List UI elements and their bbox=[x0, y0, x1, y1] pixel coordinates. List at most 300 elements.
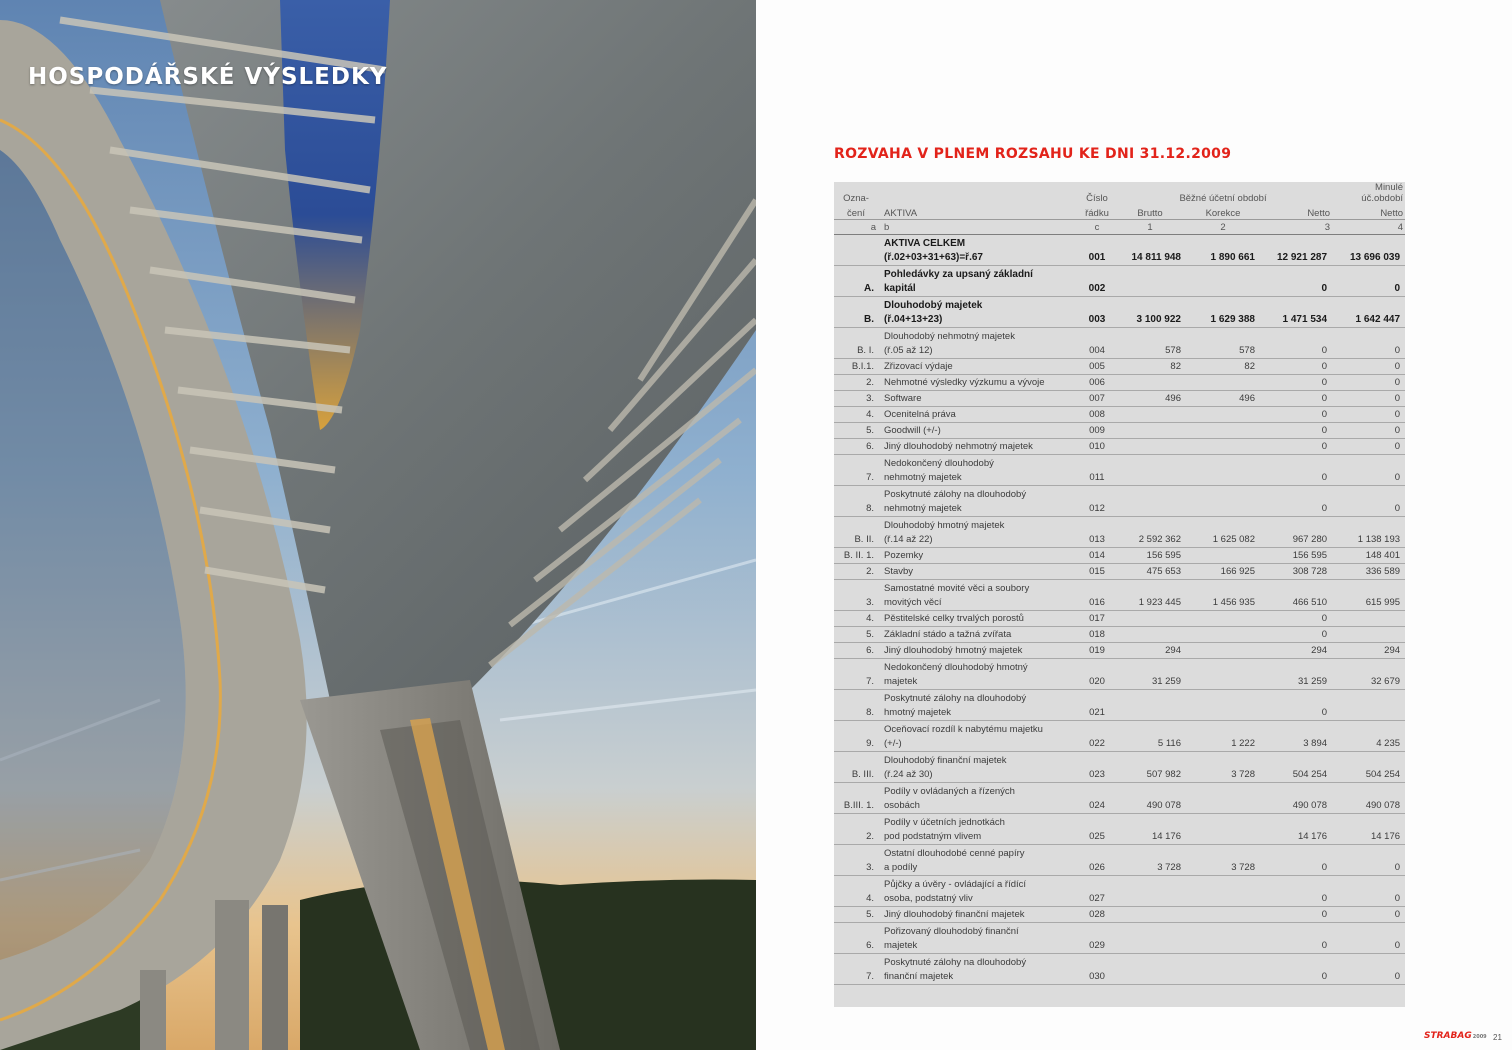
row-korekce bbox=[1186, 548, 1260, 564]
row-label bbox=[878, 266, 1080, 297]
row-brutto bbox=[1114, 611, 1186, 627]
row-korekce: 3 728 bbox=[1186, 752, 1260, 783]
row-designation: 8. bbox=[834, 690, 878, 721]
row-number: 004 bbox=[1080, 328, 1114, 359]
row-number: 012 bbox=[1080, 486, 1114, 517]
row-designation: 2. bbox=[834, 564, 878, 580]
row-netto: 14 176 bbox=[1260, 814, 1332, 845]
row-label-line: majetek bbox=[884, 940, 918, 951]
row-korekce: 1 625 082 bbox=[1186, 517, 1260, 548]
row-label-line: nehmotný majetek bbox=[884, 472, 962, 483]
row-brutto bbox=[1114, 455, 1186, 486]
header-oznaceni: Ozna- bbox=[843, 193, 869, 204]
row-label-line: Poskytnuté zálohy na dlouhodobý bbox=[884, 693, 1027, 704]
row-label-line: Podíly v účetních jednotkách bbox=[884, 817, 1005, 828]
table-row bbox=[834, 455, 1405, 486]
row-netto-minule: 294 bbox=[1332, 643, 1405, 659]
row-korekce: 82 bbox=[1186, 359, 1260, 375]
row-designation: 9. bbox=[834, 721, 878, 752]
row-netto: 0 bbox=[1260, 690, 1332, 721]
row-label-line: Dlouhodobý hmotný majetek bbox=[884, 520, 1005, 531]
row-netto: 294 bbox=[1260, 643, 1332, 659]
row-designation: B. bbox=[834, 297, 878, 328]
row-designation: 6. bbox=[834, 643, 878, 659]
row-korekce bbox=[1186, 439, 1260, 455]
table-row bbox=[834, 783, 1405, 814]
row-netto-minule: 0 bbox=[1332, 845, 1405, 876]
table-row bbox=[834, 752, 1405, 783]
row-brutto: 156 595 bbox=[1114, 548, 1186, 564]
row-label bbox=[878, 407, 1080, 423]
row-number: 005 bbox=[1080, 359, 1114, 375]
row-label-line: pod podstatným vlivem bbox=[884, 831, 982, 842]
row-label bbox=[878, 486, 1080, 517]
row-label-line: Dlouhodobý nehmotný majetek bbox=[884, 331, 1015, 342]
row-brutto: 2 592 362 bbox=[1114, 517, 1186, 548]
row-korekce bbox=[1186, 954, 1260, 985]
row-korekce: 496 bbox=[1186, 391, 1260, 407]
row-brutto bbox=[1114, 907, 1186, 923]
index-2: 2 bbox=[1186, 220, 1260, 235]
row-label-line: Pohledávky za upsaný základní bbox=[884, 269, 1033, 280]
row-netto-minule: 0 bbox=[1332, 439, 1405, 455]
row-netto-minule: 0 bbox=[1332, 391, 1405, 407]
row-netto-minule: 0 bbox=[1332, 407, 1405, 423]
header-minule: Minulé úč.období bbox=[1361, 182, 1404, 204]
row-netto: 0 bbox=[1260, 423, 1332, 439]
row-label-line: Dlouhodobý majetek bbox=[884, 300, 983, 311]
row-korekce: 3 728 bbox=[1186, 845, 1260, 876]
row-label-line: Goodwill (+/-) bbox=[884, 425, 941, 436]
row-label-line: Oceňovací rozdíl k nabytému majetku bbox=[884, 724, 1043, 735]
row-korekce bbox=[1186, 643, 1260, 659]
row-label bbox=[878, 954, 1080, 985]
row-brutto: 490 078 bbox=[1114, 783, 1186, 814]
row-korekce: 1 629 388 bbox=[1186, 297, 1260, 328]
row-label-line: Ocenitelná práva bbox=[884, 409, 956, 420]
row-number: 021 bbox=[1080, 690, 1114, 721]
row-number: 014 bbox=[1080, 548, 1114, 564]
row-designation: 3. bbox=[834, 845, 878, 876]
row-label-line: Jiný dlouhodobý nehmotný majetek bbox=[884, 441, 1033, 452]
row-label-line: (ř.14 až 22) bbox=[884, 534, 933, 545]
row-netto: 0 bbox=[1260, 359, 1332, 375]
row-netto-minule bbox=[1332, 611, 1405, 627]
row-korekce: 1 456 935 bbox=[1186, 580, 1260, 611]
row-label bbox=[878, 659, 1080, 690]
balance-sheet-title: ROZVAHA V PLNEM ROZSAHU KE DNI 31.12.2009 bbox=[834, 146, 1232, 162]
row-label bbox=[878, 627, 1080, 643]
row-netto: 0 bbox=[1260, 611, 1332, 627]
row-netto: 0 bbox=[1260, 845, 1332, 876]
row-korekce: 578 bbox=[1186, 328, 1260, 359]
header-netto: Netto bbox=[1260, 204, 1332, 220]
index-b: b bbox=[878, 220, 1080, 235]
row-netto: 0 bbox=[1260, 907, 1332, 923]
header-korekce: Korekce bbox=[1186, 204, 1260, 220]
row-netto-minule: 14 176 bbox=[1332, 814, 1405, 845]
row-brutto: 496 bbox=[1114, 391, 1186, 407]
row-label-line: Nedokončený dlouhodobý hmotný bbox=[884, 662, 1028, 673]
row-designation: 4. bbox=[834, 611, 878, 627]
row-designation: 2. bbox=[834, 814, 878, 845]
row-netto-minule bbox=[1332, 627, 1405, 643]
row-label bbox=[878, 721, 1080, 752]
row-label bbox=[878, 517, 1080, 548]
row-designation bbox=[834, 235, 878, 266]
row-designation: 4. bbox=[834, 407, 878, 423]
row-number: 024 bbox=[1080, 783, 1114, 814]
table-row bbox=[834, 359, 1405, 375]
row-number: 003 bbox=[1080, 297, 1114, 328]
row-label bbox=[878, 783, 1080, 814]
row-netto-minule: 0 bbox=[1332, 486, 1405, 517]
row-label-line: hmotný majetek bbox=[884, 707, 952, 718]
index-3: 3 bbox=[1260, 220, 1332, 235]
row-number: 022 bbox=[1080, 721, 1114, 752]
row-number: 006 bbox=[1080, 375, 1114, 391]
row-designation: A. bbox=[834, 266, 878, 297]
row-label-line: Stavby bbox=[884, 566, 914, 577]
row-number: 023 bbox=[1080, 752, 1114, 783]
table-row bbox=[834, 328, 1405, 359]
row-netto-minule: 0 bbox=[1332, 455, 1405, 486]
row-label bbox=[878, 690, 1080, 721]
table-row bbox=[834, 266, 1405, 297]
row-number: 011 bbox=[1080, 455, 1114, 486]
header-brutto: Brutto bbox=[1114, 204, 1186, 220]
row-number: 019 bbox=[1080, 643, 1114, 659]
row-number: 017 bbox=[1080, 611, 1114, 627]
row-designation: 6. bbox=[834, 439, 878, 455]
row-brutto: 5 116 bbox=[1114, 721, 1186, 752]
row-korekce bbox=[1186, 690, 1260, 721]
row-netto-minule: 13 696 039 bbox=[1332, 235, 1405, 266]
table-row bbox=[834, 235, 1405, 266]
row-designation: B. II. bbox=[834, 517, 878, 548]
row-label bbox=[878, 876, 1080, 907]
row-netto-minule: 1 138 193 bbox=[1332, 517, 1405, 548]
header-cislo-2: řádku bbox=[1080, 204, 1114, 220]
strabag-logo: STRABAG2009 bbox=[1424, 1031, 1487, 1041]
row-brutto bbox=[1114, 627, 1186, 643]
row-number: 010 bbox=[1080, 439, 1114, 455]
row-label bbox=[878, 564, 1080, 580]
row-label bbox=[878, 814, 1080, 845]
row-brutto: 14 176 bbox=[1114, 814, 1186, 845]
row-designation: B.I.1. bbox=[834, 359, 878, 375]
table-row bbox=[834, 923, 1405, 954]
row-label bbox=[878, 548, 1080, 564]
balance-sheet-table-wrap bbox=[834, 182, 1405, 1007]
row-label-line: (ř.05 až 12) bbox=[884, 345, 933, 356]
table-row bbox=[834, 548, 1405, 564]
row-number: 015 bbox=[1080, 564, 1114, 580]
row-label-line: movitých věcí bbox=[884, 597, 942, 608]
row-netto: 0 bbox=[1260, 876, 1332, 907]
row-label-line: Pěstitelské celky trvalých porostů bbox=[884, 613, 1024, 624]
header-cislo: Číslo bbox=[1086, 193, 1108, 204]
row-label-line: nehmotný majetek bbox=[884, 503, 962, 514]
row-number: 002 bbox=[1080, 266, 1114, 297]
row-brutto: 14 811 948 bbox=[1114, 235, 1186, 266]
row-designation: B. I. bbox=[834, 328, 878, 359]
row-label bbox=[878, 643, 1080, 659]
row-label bbox=[878, 907, 1080, 923]
index-4: 4 bbox=[1332, 220, 1405, 235]
row-netto-minule: 490 078 bbox=[1332, 783, 1405, 814]
table-row bbox=[834, 611, 1405, 627]
row-designation: 7. bbox=[834, 659, 878, 690]
row-label-line: Podíly v ovládaných a řízených bbox=[884, 786, 1015, 797]
row-netto: 504 254 bbox=[1260, 752, 1332, 783]
row-designation: B.III. 1. bbox=[834, 783, 878, 814]
row-korekce bbox=[1186, 423, 1260, 439]
row-netto: 0 bbox=[1260, 439, 1332, 455]
row-netto-minule: 0 bbox=[1332, 423, 1405, 439]
row-korekce bbox=[1186, 876, 1260, 907]
row-netto: 0 bbox=[1260, 375, 1332, 391]
row-netto: 156 595 bbox=[1260, 548, 1332, 564]
table-row bbox=[834, 627, 1405, 643]
row-label bbox=[878, 845, 1080, 876]
table-row bbox=[834, 814, 1405, 845]
header-aktiva: AKTIVA bbox=[878, 204, 1080, 220]
row-korekce bbox=[1186, 407, 1260, 423]
row-netto: 0 bbox=[1260, 407, 1332, 423]
row-designation: B. III. bbox=[834, 752, 878, 783]
row-netto: 0 bbox=[1260, 328, 1332, 359]
row-netto: 0 bbox=[1260, 486, 1332, 517]
row-label-line: osoba, podstatný vliv bbox=[884, 893, 973, 904]
row-number: 028 bbox=[1080, 907, 1114, 923]
row-label-line: (ř.02+03+31+63)=ř.67 bbox=[884, 252, 983, 263]
header-bezne-obdobi: Běžné účetní období bbox=[1179, 193, 1267, 204]
row-number: 013 bbox=[1080, 517, 1114, 548]
row-korekce bbox=[1186, 659, 1260, 690]
row-label-line: Samostatné movité věci a soubory bbox=[884, 583, 1030, 594]
row-label bbox=[878, 359, 1080, 375]
table-row bbox=[834, 564, 1405, 580]
row-netto-minule: 0 bbox=[1332, 876, 1405, 907]
row-number: 020 bbox=[1080, 659, 1114, 690]
row-korekce bbox=[1186, 627, 1260, 643]
table-row bbox=[834, 423, 1405, 439]
row-netto-minule: 4 235 bbox=[1332, 721, 1405, 752]
row-designation: 5. bbox=[834, 907, 878, 923]
row-designation: 3. bbox=[834, 580, 878, 611]
header-oznaceni-2: čení bbox=[834, 204, 878, 220]
row-label-line: finanční majetek bbox=[884, 971, 954, 982]
row-korekce bbox=[1186, 783, 1260, 814]
row-label-line: a podíly bbox=[884, 862, 918, 873]
table-row bbox=[834, 407, 1405, 423]
row-label-line: Dlouhodobý finanční majetek bbox=[884, 755, 1007, 766]
row-netto: 967 280 bbox=[1260, 517, 1332, 548]
page-number: 21 bbox=[1493, 1033, 1502, 1042]
row-label-line: AKTIVA CELKEM bbox=[884, 238, 966, 249]
row-number: 016 bbox=[1080, 580, 1114, 611]
row-brutto: 578 bbox=[1114, 328, 1186, 359]
row-brutto bbox=[1114, 423, 1186, 439]
row-netto-minule: 0 bbox=[1332, 954, 1405, 985]
row-netto: 490 078 bbox=[1260, 783, 1332, 814]
row-designation: 4. bbox=[834, 876, 878, 907]
row-netto: 0 bbox=[1260, 954, 1332, 985]
table-row bbox=[834, 721, 1405, 752]
row-brutto: 475 653 bbox=[1114, 564, 1186, 580]
row-brutto bbox=[1114, 690, 1186, 721]
row-netto-minule: 0 bbox=[1332, 375, 1405, 391]
row-netto-minule: 0 bbox=[1332, 266, 1405, 297]
table-row bbox=[834, 845, 1405, 876]
index-a: a bbox=[834, 220, 878, 235]
row-label bbox=[878, 439, 1080, 455]
row-brutto bbox=[1114, 954, 1186, 985]
row-korekce bbox=[1186, 455, 1260, 486]
table-row bbox=[834, 517, 1405, 548]
row-brutto: 1 923 445 bbox=[1114, 580, 1186, 611]
row-brutto: 507 982 bbox=[1114, 752, 1186, 783]
row-netto-minule: 32 679 bbox=[1332, 659, 1405, 690]
row-label-line: Software bbox=[884, 393, 922, 404]
row-label bbox=[878, 297, 1080, 328]
row-designation: 5. bbox=[834, 627, 878, 643]
row-netto: 0 bbox=[1260, 923, 1332, 954]
row-netto-minule: 0 bbox=[1332, 359, 1405, 375]
row-designation: 6. bbox=[834, 923, 878, 954]
row-brutto bbox=[1114, 407, 1186, 423]
row-number: 008 bbox=[1080, 407, 1114, 423]
row-netto-minule: 0 bbox=[1332, 328, 1405, 359]
row-number: 001 bbox=[1080, 235, 1114, 266]
row-brutto bbox=[1114, 923, 1186, 954]
row-designation: 7. bbox=[834, 954, 878, 985]
row-brutto bbox=[1114, 375, 1186, 391]
row-label bbox=[878, 391, 1080, 407]
row-designation: 7. bbox=[834, 455, 878, 486]
row-brutto: 31 259 bbox=[1114, 659, 1186, 690]
row-label-line: Poskytnuté zálohy na dlouhodobý bbox=[884, 489, 1027, 500]
row-designation: 8. bbox=[834, 486, 878, 517]
row-label-line: Pořizovaný dlouhodobý finanční bbox=[884, 926, 1019, 937]
row-label-line: Zřizovací výdaje bbox=[884, 361, 953, 372]
row-designation: 2. bbox=[834, 375, 878, 391]
row-netto-minule: 1 642 447 bbox=[1332, 297, 1405, 328]
row-brutto bbox=[1114, 486, 1186, 517]
row-label-line: Pozemky bbox=[884, 550, 924, 561]
row-korekce bbox=[1186, 923, 1260, 954]
row-korekce bbox=[1186, 907, 1260, 923]
row-number: 007 bbox=[1080, 391, 1114, 407]
row-designation: 3. bbox=[834, 391, 878, 407]
row-brutto bbox=[1114, 266, 1186, 297]
row-number: 009 bbox=[1080, 423, 1114, 439]
index-c: c bbox=[1080, 220, 1114, 235]
row-korekce bbox=[1186, 266, 1260, 297]
table-row bbox=[834, 954, 1405, 985]
row-netto-minule: 615 995 bbox=[1332, 580, 1405, 611]
row-korekce bbox=[1186, 814, 1260, 845]
table-row bbox=[834, 580, 1405, 611]
row-netto: 0 bbox=[1260, 391, 1332, 407]
row-netto-minule: 504 254 bbox=[1332, 752, 1405, 783]
row-netto-minule bbox=[1332, 690, 1405, 721]
row-korekce: 166 925 bbox=[1186, 564, 1260, 580]
row-number: 026 bbox=[1080, 845, 1114, 876]
row-label-line: (+/-) bbox=[884, 738, 902, 749]
row-brutto: 82 bbox=[1114, 359, 1186, 375]
table-row bbox=[834, 659, 1405, 690]
row-label-line: Nedokončený dlouhodobý bbox=[884, 458, 994, 469]
row-netto: 308 728 bbox=[1260, 564, 1332, 580]
row-label-line: Základní stádo a tažná zvířata bbox=[884, 629, 1012, 640]
row-label bbox=[878, 923, 1080, 954]
table-row bbox=[834, 643, 1405, 659]
row-label bbox=[878, 752, 1080, 783]
row-korekce bbox=[1186, 486, 1260, 517]
row-netto: 0 bbox=[1260, 266, 1332, 297]
table-row bbox=[834, 876, 1405, 907]
row-korekce bbox=[1186, 611, 1260, 627]
row-netto: 31 259 bbox=[1260, 659, 1332, 690]
row-netto: 0 bbox=[1260, 455, 1332, 486]
row-brutto: 3 100 922 bbox=[1114, 297, 1186, 328]
row-netto: 1 471 534 bbox=[1260, 297, 1332, 328]
row-label-line: majetek bbox=[884, 676, 918, 687]
row-label-line: Jiný dlouhodobý hmotný majetek bbox=[884, 645, 1023, 656]
row-number: 018 bbox=[1080, 627, 1114, 643]
index-1: 1 bbox=[1114, 220, 1186, 235]
row-netto: 0 bbox=[1260, 627, 1332, 643]
row-korekce bbox=[1186, 375, 1260, 391]
table-row bbox=[834, 486, 1405, 517]
row-label-line: Nehmotné výsledky výzkumu a vývoje bbox=[884, 377, 1045, 388]
row-label-line: Půjčky a úvěry - ovládající a řídící bbox=[884, 879, 1027, 890]
row-label bbox=[878, 375, 1080, 391]
row-brutto: 3 728 bbox=[1114, 845, 1186, 876]
table-row bbox=[834, 907, 1405, 923]
row-number: 025 bbox=[1080, 814, 1114, 845]
row-label bbox=[878, 423, 1080, 439]
row-brutto bbox=[1114, 876, 1186, 907]
table-row bbox=[834, 375, 1405, 391]
row-label-line: osobách bbox=[884, 800, 920, 811]
table-row bbox=[834, 297, 1405, 328]
header-netto-minule: Netto bbox=[1332, 204, 1405, 220]
row-label bbox=[878, 455, 1080, 486]
row-designation: 5. bbox=[834, 423, 878, 439]
row-label-line: Jiný dlouhodobý finanční majetek bbox=[884, 909, 1025, 920]
row-netto: 3 894 bbox=[1260, 721, 1332, 752]
row-label-line: Poskytnuté zálohy na dlouhodobý bbox=[884, 957, 1027, 968]
row-korekce: 1 890 661 bbox=[1186, 235, 1260, 266]
row-designation: B. II. 1. bbox=[834, 548, 878, 564]
row-label bbox=[878, 611, 1080, 627]
row-netto: 12 921 287 bbox=[1260, 235, 1332, 266]
row-netto: 466 510 bbox=[1260, 580, 1332, 611]
row-number: 029 bbox=[1080, 923, 1114, 954]
row-label-line: kapitál bbox=[884, 283, 916, 294]
table-row bbox=[834, 439, 1405, 455]
table-row bbox=[834, 690, 1405, 721]
row-label bbox=[878, 235, 1080, 266]
row-label-line: (ř.04+13+23) bbox=[884, 314, 943, 325]
row-brutto: 294 bbox=[1114, 643, 1186, 659]
section-title: HOSPODÁŘSKÉ VÝSLEDKY bbox=[28, 64, 388, 90]
row-label bbox=[878, 580, 1080, 611]
row-label bbox=[878, 328, 1080, 359]
